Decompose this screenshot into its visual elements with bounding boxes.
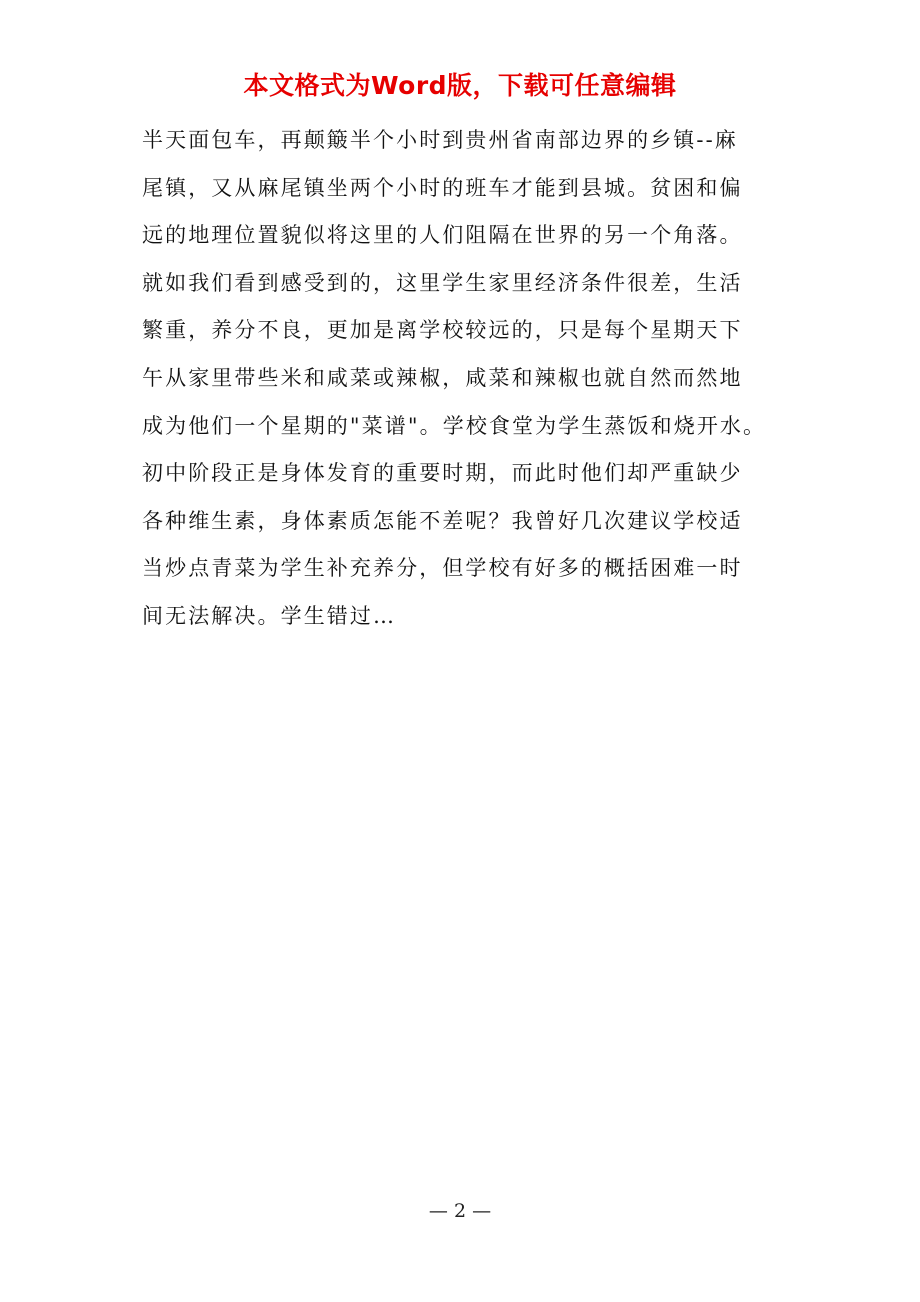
- body-paragraph: [142, 120, 792, 644]
- text-line: 初中阶段正是身体发育的重要时期，而此时他们却严重缺少: [142, 461, 743, 486]
- text-line: 当炒点青菜为学生补充养分，但学校有好多的概括困难一时: [142, 556, 743, 581]
- text-line: 远的地理位置貌似将这里的人们阻隔在世界的另一个角落。: [142, 223, 743, 248]
- text-line: 尾镇，又从麻尾镇坐两个小时的班车才能到县城。贫困和偏: [142, 175, 743, 200]
- text-line: 繁重，养分不良，更加是离学校较远的，只是每个星期天下: [142, 318, 743, 343]
- text-line: 间无法解决。学生错过…: [142, 603, 397, 628]
- text-line: 就如我们看到感受到的，这里学生家里经济条件很差，生活: [142, 270, 743, 295]
- text-line: 半天面包车，再颠簸半个小时到贵州省南部边界的乡镇--麻: [142, 128, 738, 152]
- text-line: 成为他们一个星期的"菜谱"。学校食堂为学生蒸饭和烧开水。: [142, 413, 767, 438]
- page-number: — 2 —: [428, 1200, 492, 1222]
- editable-format-banner: 本文格式为Word版，下载可任意编辑: [243, 71, 677, 100]
- text-line: 午从家里带些米和咸菜或辣椒，咸菜和辣椒也就自然而然地: [142, 365, 743, 390]
- text-line: 各种维生素，身体素质怎能不差呢？我曾好几次建议学校适: [142, 508, 743, 533]
